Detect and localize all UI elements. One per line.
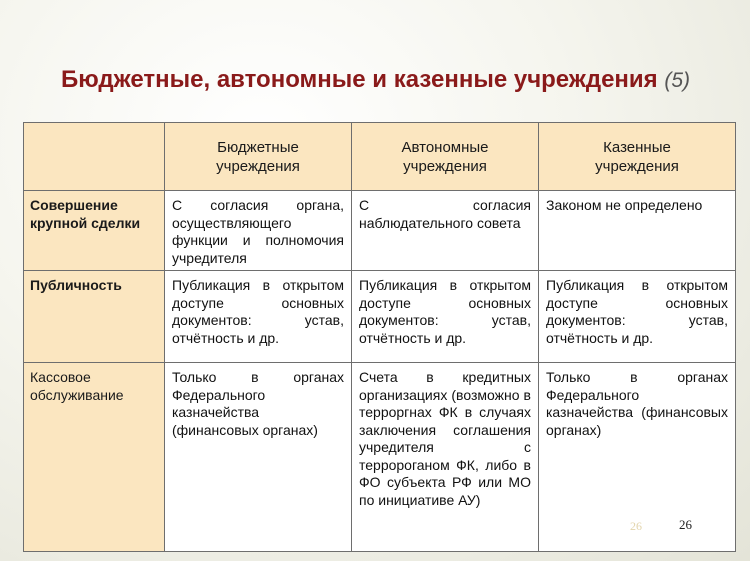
table-cell: С согласия наблюдательного совета <box>352 191 539 271</box>
table-cell: Только в органах Федерального казначейства (финансовых органах) <box>165 363 352 552</box>
table-cell: Публикация в открытом доступе основных документов: устав, отчётность и др. <box>165 271 352 363</box>
header-budget-label: Бюджетные учреждения <box>216 138 300 175</box>
table-cell: Законом не определено <box>539 191 736 271</box>
table-cell: Только в органах Федерального казначейства (финансовых органах) <box>539 363 736 552</box>
table-row <box>24 363 736 552</box>
slide-title <box>61 66 741 94</box>
header-autonomous-label: Автономные учреждения <box>401 138 489 175</box>
header-cell-state <box>539 123 736 191</box>
table-header-row <box>24 123 736 191</box>
header-cell-autonomous <box>352 123 539 191</box>
table-cell: С согласия органа, осуществляющего функции и полномочия учредителя <box>165 191 352 271</box>
slide-title-text: Бюджетные, автономные и казенные учреждения <box>61 66 658 93</box>
row-label: Совершение крупной сделки <box>24 191 165 271</box>
page-number-ghost: 26 <box>630 519 642 533</box>
page-number: 26 <box>679 517 692 532</box>
table-row <box>24 191 736 271</box>
table-cell: Публикация в открытом доступе основных документов: устав, отчётность и др. <box>539 271 736 363</box>
header-state-label: Казенные учреждения <box>595 138 679 175</box>
header-cell-budget <box>165 123 352 191</box>
row-label: Кассовое обслуживание <box>24 363 165 552</box>
table-row <box>24 271 736 363</box>
table-cell: Счета в кредитных организациях (возможно в терроргнах ФК в случаях заключения соглашения учредителя с терророганом ФК, либо в ФО субъекта РФ или МО по инициативе АУ) <box>352 363 539 552</box>
header-cell-empty <box>24 123 165 191</box>
comparison-table <box>23 122 736 552</box>
table-cell: Публикация в открытом доступе основных документов: устав, отчётность и др. <box>352 271 539 363</box>
slide-title-suffix: (5) <box>664 69 691 92</box>
row-label: Публичность <box>24 271 165 363</box>
